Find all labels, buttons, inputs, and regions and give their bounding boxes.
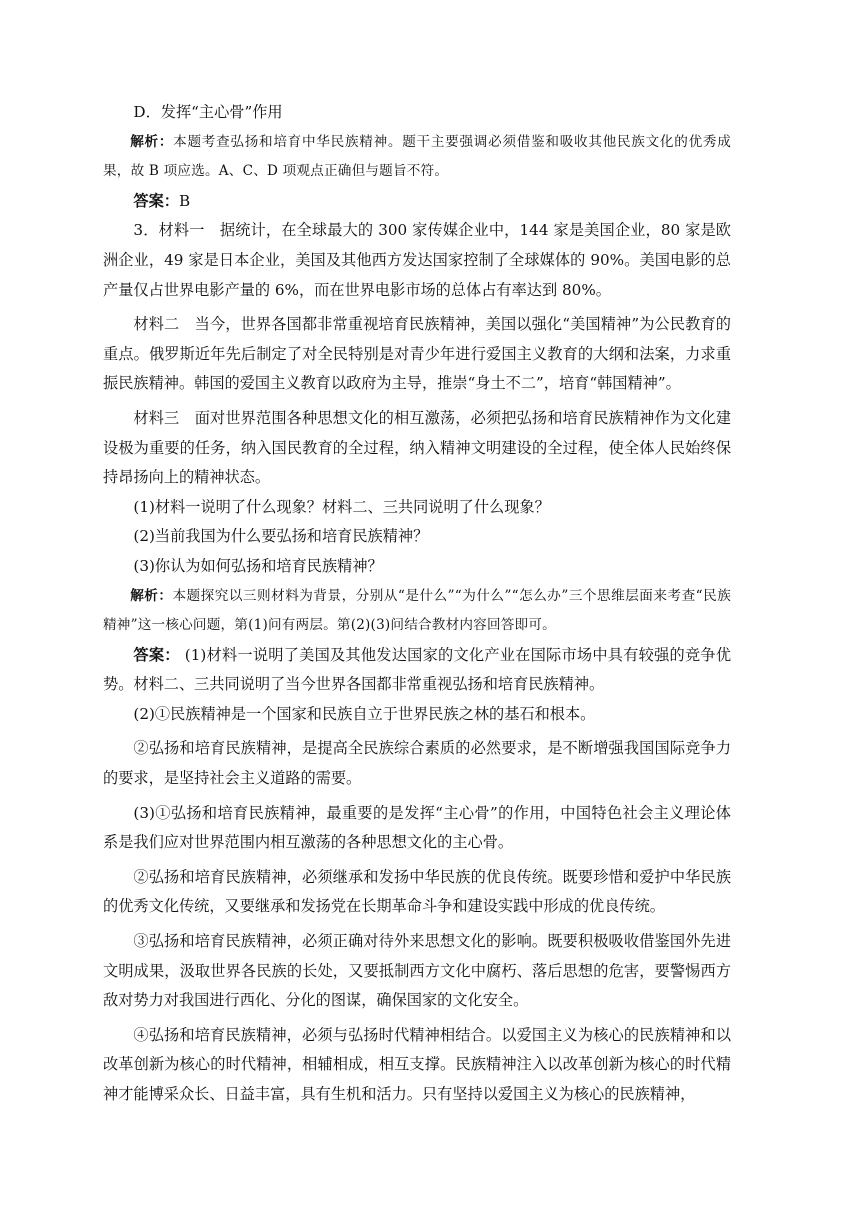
answer-text: (1)材料一说明了美国及其他发达国家的文化产业在国际市场中具有较强的竞争优势。材料二、三共同说明了当今世界各国都非常重视弘扬和培育民族精神。 [103,645,732,694]
answer-q3-part-3-2: ②弘扬和培育民族精神，必须继承和发扬中华民族的优良传统。既要珍惜和爱护中华民族的优秀文化传统，又要继承和发扬党在长期革命斗争和建设实践中形成的优良传统。 [103,867,731,916]
answer-label: 答案： [133,191,179,210]
q3-material-2: 材料二 当今，世界各国都非常重视培育民族精神，美国以强化“美国精神”为公民教育的重点。俄罗斯近年先后制定了对全民特别是对青少年进行爱国主义教育的大纲和法案，力求重振民族精神。韩国的爱国主义教育以政府为主导，推崇“身土不二”，培育“韩国精神”。 [103,315,731,393]
analysis-label: 解析： [130,587,173,604]
answer-q2 [103,187,731,217]
q3-sub-question-2: (2)当前我国为什么要弘扬和培育民族精神？ [133,527,429,546]
answer-label: 答案： [133,645,180,664]
q3-sub-question-3: (3)你认为如何弘扬和培育民族精神？ [133,556,383,575]
answer-q3-part-3-1: (3)①弘扬和培育民族精神，最重要的是发挥“主心骨”的作用，中国特色社会主义理论体系是我们应对世界范围内相互激荡的各种思想文化的主心骨。 [103,803,731,852]
analysis-text: 本题探究以三则材料为背景，分别从“是什么”“为什么”“怎么办”三个思维层面来考查“民族精神”这一核心问题，第(1)问有两层。第(2)(3)问结合教材内容回答即可。 [103,587,731,634]
q3-material-3: 材料三 面对世界范围各种思想文化的相互激荡，必须把弘扬和培育民族精神作为文化建设极为重要的任务，纳入国民教育的全过程，纳入精神文明建设的全过程，使全体人民始终保持昂扬向上的精神状态。 [103,408,731,487]
document-page [103,98,731,1110]
answer-q3-part-1 [103,641,731,700]
answer-q3-part-3-4: ④弘扬和培育民族精神，必须与弘扬时代精神相结合。以爱国主义为核心的民族精神和以改革创新为核心的时代精神，相辅相成，相互支撑。民族精神注入以改革创新为核心的时代精神才能博采众长、日益丰富，具有生机和活力。只有坚持以爱国主义为核心的民族精神， [103,1025,731,1103]
answer-q3-part-3-3: ③弘扬和培育民族精神，必须正确对待外来思想文化的影响。既要积极吸收借鉴国外先进文明成果，汲取世界各民族的长处，又要抵制西方文化中腐朽、落后思想的危害，要警惕西方敌对势力对我国进行西化、分化的图谋，确保国家的文化安全。 [103,932,731,1010]
answer-q3-part-2-1: (2)①民族精神是一个国家和民族自立于世界民族之林的基石和根本。 [133,704,596,723]
analysis-q3 [103,582,731,641]
answer-text: B [178,191,191,210]
analysis-q2 [103,128,731,187]
q3-material-1: 3．材料一 据统计，在全球最大的 300 家传媒企业中，144 家是美国企业，80 家是欧洲企业，49 家是日本企业，美国及其他西方发达国家控制了全球媒体的 90%。美国电影的总产量仅占世界电影产量的 6%，而在世界电影市场的总体占有率达到 80%。 [103,221,731,299]
analysis-label: 解析： [130,133,174,150]
option-d: D．发挥“主心骨”作用 [133,103,283,121]
analysis-text: 本题考查弘扬和培育中华民族精神。题干主要强调必须借鉴和吸收其他民族文化的优秀成果，故 B 项应选。A、C、D 项观点正确但与题旨不符。 [103,133,731,180]
q3-sub-question-1: (1)材料一说明了什么现象？材料二、三共同说明了什么现象？ [133,497,550,516]
answer-q3-part-2-2: ②弘扬和培育民族精神，是提高全民族综合素质的必然要求，是不断增强我国国际竞争力的要求，是坚持社会主义道路的需要。 [103,739,731,788]
